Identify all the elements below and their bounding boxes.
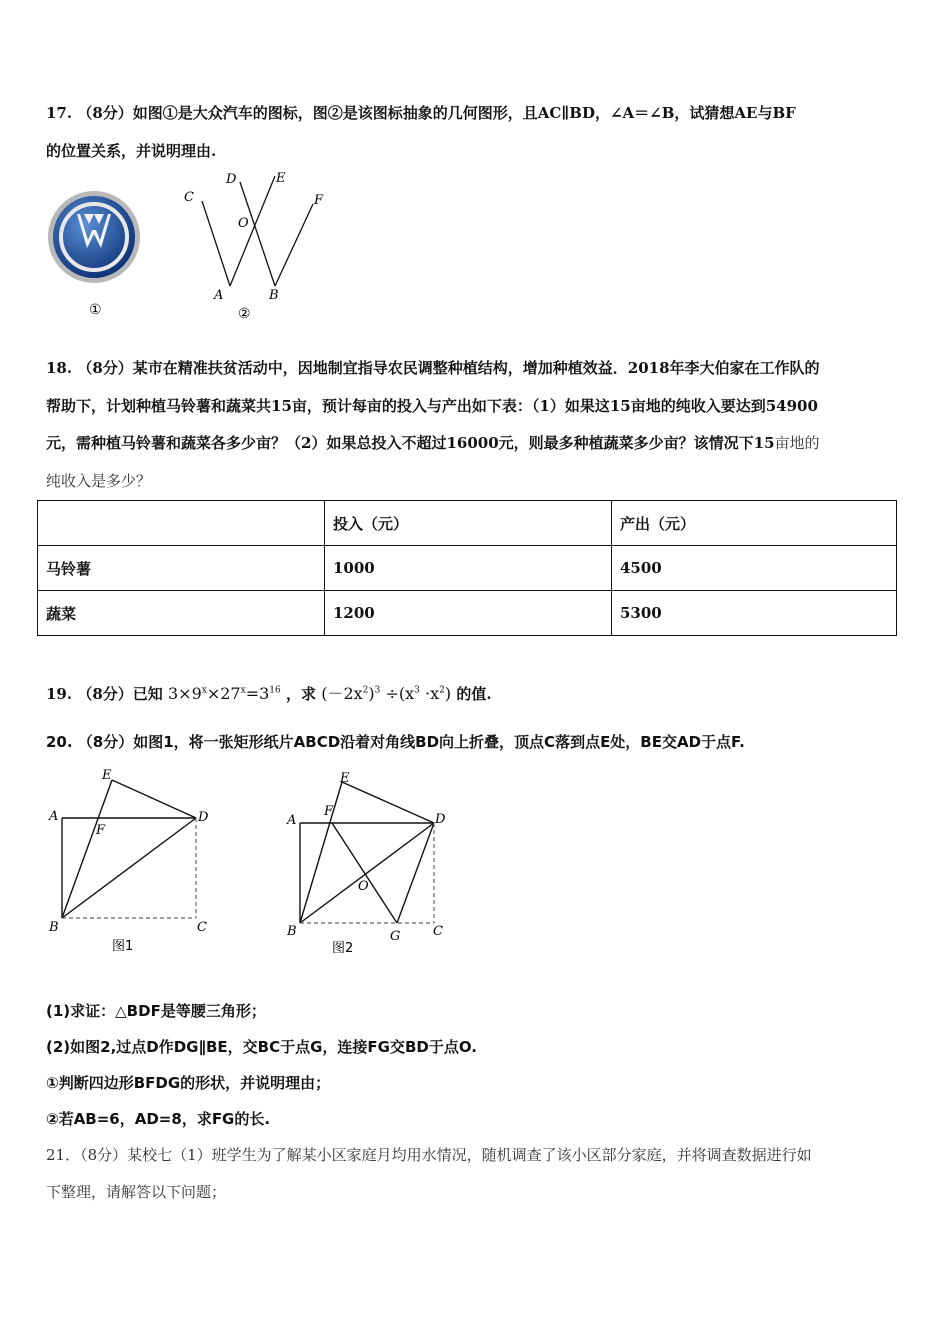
q20-part-2b: ②若AB=6，AD=8，求FG的长. bbox=[46, 1110, 271, 1128]
label-O: O bbox=[358, 879, 369, 894]
q19-mid: ，求 bbox=[285, 685, 316, 703]
fold-figure-2 bbox=[282, 760, 462, 960]
label-A: A bbox=[214, 288, 224, 303]
segment-BE bbox=[62, 780, 112, 918]
label-D: D bbox=[226, 172, 237, 187]
segment-ED bbox=[112, 780, 196, 818]
table-cell: 1000 bbox=[325, 546, 612, 591]
segment-AE bbox=[230, 176, 275, 286]
q19-suffix: 的值. bbox=[456, 685, 492, 703]
q17-line-2: 的位置关系，并说明理由. bbox=[46, 142, 217, 160]
vw-logo-figure bbox=[44, 190, 148, 322]
q19-equation: $3\times 9^x\times 27^x=3^{16}$ bbox=[168, 684, 281, 703]
q18-line-3a: 元，需种植马铃薯和蔬菜各多少亩？（2）如果总投入不超过16000元，则最多种植蔬菜多少亩？该情况下15 bbox=[46, 434, 775, 452]
label-B: B bbox=[49, 920, 59, 935]
vw-geometry-figure bbox=[180, 168, 330, 324]
q21-line-1: 21．（8分）某校七（1）班学生为了解某小区家庭月均用水情况，随机调查了该小区部分家庭，并将调查数据进行如 bbox=[46, 1146, 812, 1164]
table-header-row bbox=[38, 501, 897, 546]
table-row bbox=[38, 591, 897, 636]
label-G: G bbox=[390, 929, 401, 944]
q17-line-1: 17. （8分）如图①是大众汽车的图标，图②是该图标抽象的几何图形，且AC∥BD，∠A＝∠B，试猜想AE与BF bbox=[46, 104, 796, 122]
label-F: F bbox=[96, 823, 106, 838]
q20-fig1-caption: 图1 bbox=[112, 939, 134, 954]
q18-line-1: 18. （8分）某市在精准扶贫活动中，因地制宜指导农民调整种植结构，增加种植效益．2018年李大伯家在工作队的 bbox=[46, 359, 820, 377]
q19-line bbox=[46, 681, 492, 704]
label-B: B bbox=[269, 288, 279, 303]
label-E: E bbox=[340, 771, 350, 786]
label-C: C bbox=[197, 920, 207, 935]
fig2-caption: ② bbox=[238, 306, 251, 322]
label-C: C bbox=[433, 924, 443, 939]
label-F: F bbox=[324, 804, 334, 819]
vw-logo-disc bbox=[53, 196, 135, 278]
segment-ED bbox=[342, 782, 434, 823]
segment-BD bbox=[62, 818, 196, 918]
segment-BF bbox=[275, 204, 313, 286]
segment-CA bbox=[202, 201, 230, 286]
table-header-cell bbox=[38, 501, 325, 546]
label-F: F bbox=[314, 193, 324, 208]
label-E: E bbox=[276, 171, 286, 186]
label-A: A bbox=[49, 809, 59, 824]
label-O: O bbox=[238, 216, 249, 231]
label-A: A bbox=[287, 813, 297, 828]
investment-table bbox=[37, 500, 897, 636]
segment-BE bbox=[300, 782, 342, 923]
q19-expression: $(-2x^2)^3 \div(x^3 \cdot x^2)$ bbox=[321, 684, 452, 703]
q20-fig2-caption: 图2 bbox=[332, 941, 354, 956]
label-C: C bbox=[184, 190, 194, 205]
q20-part-2: (2)如图2,过点D作DG∥BE，交BC于点G，连接FG交BD于点O. bbox=[46, 1038, 477, 1056]
q18-line-2: 帮助下，计划种植马铃薯和蔬菜共15亩，预计每亩的投入与产出如下表：（1）如果这15亩地的纯收入要达到54900 bbox=[46, 397, 818, 415]
q20-part-1: (1)求证：△BDF是等腰三角形； bbox=[46, 1002, 266, 1020]
segment-FG bbox=[332, 823, 397, 923]
table-cell: 蔬菜 bbox=[38, 591, 325, 636]
table-row bbox=[38, 546, 897, 591]
q20-part-2a: ①判断四边形BFDG的形状，并说明理由； bbox=[46, 1074, 331, 1092]
table-cell: 5300 bbox=[612, 591, 897, 636]
segment-DB bbox=[240, 182, 275, 286]
q19-prefix: 19. （8分）已知 bbox=[46, 685, 163, 703]
q21-line-2: 下整理，请解答以下问题； bbox=[46, 1183, 227, 1201]
q20-line-1: 20. （8分）如图1，将一张矩形纸片ABCD沿着对角线BD向上折叠，顶点C落到点E处，BE交AD于点F. bbox=[46, 733, 745, 751]
table-cell: 4500 bbox=[612, 546, 897, 591]
segment-GD bbox=[397, 823, 434, 923]
table-cell: 1200 bbox=[325, 591, 612, 636]
fig1-caption: ① bbox=[89, 302, 102, 318]
table-header-cell: 投入（元） bbox=[325, 501, 612, 546]
q18-line-4: 纯收入是多少？ bbox=[46, 472, 152, 490]
table-header-cell: 产出（元） bbox=[612, 501, 897, 546]
fold-figure-1 bbox=[44, 760, 224, 960]
label-E: E bbox=[102, 768, 112, 783]
label-B: B bbox=[287, 924, 297, 939]
table-cell: 马铃薯 bbox=[38, 546, 325, 591]
segment-BD bbox=[300, 823, 434, 923]
label-D: D bbox=[435, 812, 446, 827]
label-D: D bbox=[198, 810, 209, 825]
q18-line-3b: 亩地的 bbox=[774, 434, 820, 452]
